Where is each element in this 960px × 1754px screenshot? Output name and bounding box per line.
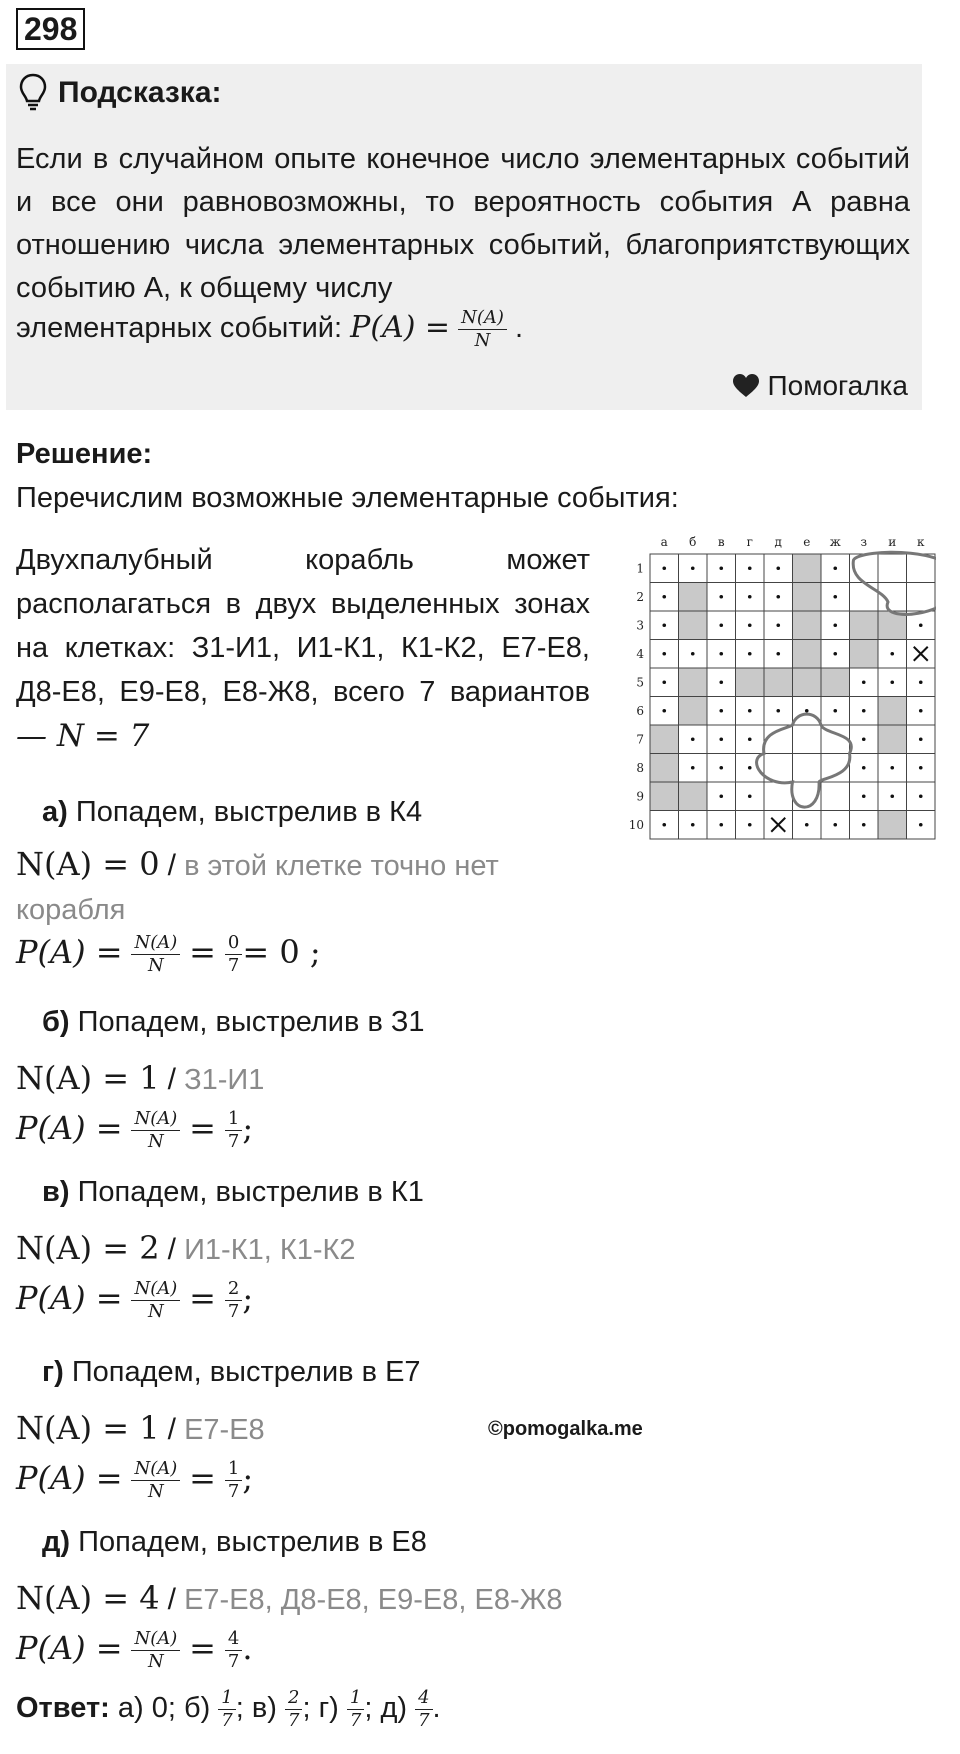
fraction-denominator: 7: [227, 1481, 240, 1503]
fraction-denominator: 7: [227, 1131, 240, 1153]
board-cell: [850, 640, 879, 669]
miss-dot: [833, 566, 837, 570]
miss-dot: [748, 652, 752, 656]
hint-title: Подсказка:: [58, 76, 222, 109]
fraction-denominator: N: [148, 1301, 164, 1323]
row-label: 10: [628, 817, 644, 832]
equals-sign: =: [189, 1279, 216, 1317]
part-probability: [16, 1274, 253, 1323]
part-probability: [16, 1624, 253, 1673]
slash: /: [167, 1413, 176, 1446]
prob-fraction-value: [225, 1458, 242, 1503]
fraction-numerator: 0: [225, 932, 242, 955]
miss-dot: [748, 566, 752, 570]
answer-b-fraction: [218, 1687, 235, 1732]
row-label: 5: [636, 675, 644, 690]
prob-fraction-general: [131, 932, 180, 977]
hint-paragraph: Если в случайном опыте конечное число элементарных событий и все они равновозможны, то вероятность события А равна отношению числа элементарных событий, благоприятствующих событию А, к общему числу: [16, 143, 910, 304]
fraction-numerator: 4: [415, 1687, 432, 1710]
battleship-board: [620, 532, 936, 848]
equals-sign: =: [189, 1629, 216, 1667]
board-cell: [679, 668, 708, 697]
prob-fraction-general: [131, 1108, 180, 1153]
fraction-numerator: N(A): [131, 1458, 180, 1481]
miss-dot: [890, 652, 894, 656]
board-cell: [764, 782, 793, 811]
board-cell: [793, 725, 822, 754]
part-count: [16, 1226, 590, 1272]
fraction-denominator: N: [474, 329, 491, 351]
part-probability: [16, 928, 321, 977]
board-cell: [793, 554, 822, 583]
board-cell: [850, 611, 879, 640]
miss-dot: [748, 794, 752, 798]
miss-dot: [719, 566, 723, 570]
column-label: д: [774, 535, 782, 549]
part-heading: [42, 1000, 425, 1044]
row-label: 2: [636, 589, 644, 604]
board-cell: [878, 811, 907, 840]
prob-tail: = 0 ;: [242, 933, 321, 971]
part-heading: [42, 1350, 421, 1394]
miss-dot: [862, 766, 866, 770]
count-equation: N(A) = 1: [16, 1409, 160, 1447]
count-equation: N(A) = 0: [16, 845, 160, 883]
miss-dot: [890, 766, 894, 770]
count-equation: N(A) = 2: [16, 1229, 160, 1267]
part-count: [16, 842, 590, 932]
miss-dot: [719, 794, 723, 798]
row-label: 3: [636, 618, 644, 633]
miss-dot: [776, 623, 780, 627]
task-number: 298: [16, 8, 85, 50]
fraction-denominator: 7: [221, 1709, 233, 1731]
miss-dot: [748, 709, 752, 713]
miss-dot: [719, 823, 723, 827]
formula-fraction: [458, 307, 507, 352]
row-label: 8: [636, 760, 644, 775]
miss-dot: [862, 794, 866, 798]
fraction-numerator: N(A): [131, 1108, 180, 1131]
miss-dot: [919, 737, 923, 741]
fraction-denominator: 7: [227, 1301, 240, 1323]
miss-dot: [748, 823, 752, 827]
miss-dot: [919, 766, 923, 770]
miss-dot: [833, 623, 837, 627]
hint-formula-row: [16, 306, 523, 352]
fraction-denominator: N: [148, 955, 164, 977]
row-label: 1: [636, 561, 644, 576]
miss-dot: [662, 709, 666, 713]
miss-dot: [662, 623, 666, 627]
board-cell: [764, 668, 793, 697]
count-note: З1-И1: [184, 1064, 265, 1096]
prob-tail: ;: [242, 1279, 254, 1317]
part-count: [16, 1056, 590, 1102]
column-label: в: [717, 535, 725, 549]
miss-dot: [862, 680, 866, 684]
miss-dot: [691, 652, 695, 656]
board-cell: [821, 782, 850, 811]
watermark: ©pomogalka.me: [488, 1418, 643, 1440]
slash: /: [167, 849, 176, 882]
miss-dot: [776, 595, 780, 599]
ship-description-text: Двухпалубный корабль может располагаться в двух выделенных зонах на клетках: З1-И1, И1-К1, К1-К2, Е7-Е8, Д8-Е8, Е9-Е8, Е8-Ж8, всего 7 вариантов: [16, 544, 590, 708]
count-note: Е7-Е8, Д8-Е8, Е9-Е8, Е8-Ж8: [184, 1584, 563, 1616]
miss-dot: [719, 709, 723, 713]
fraction-denominator: 7: [288, 1709, 300, 1731]
part-text: Попадем, выстрелив в Е8: [78, 1526, 427, 1558]
board-cell: [793, 640, 822, 669]
miss-dot: [890, 794, 894, 798]
board-cell: [793, 583, 822, 612]
board-cell: [650, 754, 679, 783]
answer-g-fraction: [347, 1687, 364, 1732]
part-heading: [42, 1170, 424, 1214]
column-label: к: [917, 535, 925, 549]
part-label: г): [42, 1356, 64, 1388]
miss-dot: [748, 766, 752, 770]
row-label: 4: [636, 646, 644, 661]
credit-text: Помогалка: [767, 370, 908, 401]
column-label: а: [660, 535, 668, 549]
prob-fraction-general: [131, 1278, 180, 1323]
prob-lhs: P(A) =: [16, 933, 123, 971]
answer-d: ; д): [364, 1692, 408, 1724]
part-label: б): [42, 1006, 70, 1038]
fraction-denominator: 7: [349, 1709, 362, 1731]
count-note: в этой клетке точно нет корабля: [16, 850, 499, 926]
miss-dot: [691, 566, 695, 570]
miss-dot: [748, 623, 752, 627]
miss-dot: [719, 766, 723, 770]
miss-dot: [919, 709, 923, 713]
miss-dot: [691, 766, 695, 770]
part-text: Попадем, выстрелив в Е7: [71, 1356, 421, 1388]
miss-dot: [833, 709, 837, 713]
answer-row: [16, 1686, 441, 1732]
lightbulb-icon: [18, 72, 48, 112]
miss-dot: [805, 823, 809, 827]
part-heading: [42, 1520, 427, 1564]
miss-dot: [662, 652, 666, 656]
part-label: а): [42, 796, 68, 828]
fraction-numerator: 1: [347, 1687, 364, 1710]
column-label: е: [803, 535, 811, 549]
formula-prefix: элементарных событий:: [16, 312, 343, 344]
fraction-denominator: N: [148, 1651, 164, 1673]
board-cell: [650, 782, 679, 811]
miss-dot: [833, 652, 837, 656]
count-equation: N(A) = 1: [16, 1059, 160, 1097]
fraction-numerator: 1: [225, 1108, 242, 1131]
part-text: Попадем, выстрелив в К4: [75, 796, 423, 828]
part-text: Попадем, выстрелив в З1: [77, 1006, 425, 1038]
heart-icon: [732, 373, 760, 399]
part-heading: [42, 790, 422, 834]
answer-v-fraction: [285, 1687, 302, 1732]
fraction-numerator: 1: [218, 1687, 235, 1710]
part-label: в): [42, 1176, 70, 1208]
answer-end: .: [432, 1692, 441, 1724]
miss-dot: [919, 680, 923, 684]
prob-tail: ;: [242, 1109, 254, 1147]
miss-dot: [862, 823, 866, 827]
solution-intro: Перечислим возможные элементарные события:: [16, 482, 679, 514]
row-label: 6: [636, 703, 644, 718]
miss-dot: [919, 623, 923, 627]
board-cell: [850, 583, 879, 612]
prob-fraction-value: [225, 1108, 242, 1153]
slash: /: [167, 1233, 176, 1266]
fraction-numerator: N(A): [131, 1278, 180, 1301]
answer-a: а) 0; б): [117, 1692, 211, 1724]
equals-sign: =: [189, 1109, 216, 1147]
miss-dot: [719, 595, 723, 599]
board-cell: [907, 583, 936, 612]
miss-dot: [833, 595, 837, 599]
board-cell: [679, 782, 708, 811]
count-note: И1-К1, К1-К2: [184, 1234, 356, 1266]
fraction-numerator: 2: [225, 1278, 242, 1301]
miss-dot: [776, 709, 780, 713]
fraction-numerator: 2: [285, 1687, 302, 1710]
part-probability: [16, 1454, 253, 1503]
board-cell: [821, 668, 850, 697]
board-cell: [878, 725, 907, 754]
answer-v: ; в): [235, 1692, 277, 1724]
miss-dot: [719, 680, 723, 684]
count-equation: N(A) = 4: [16, 1579, 160, 1617]
miss-dot: [719, 737, 723, 741]
prob-fraction-general: [131, 1458, 180, 1503]
fraction-denominator: 7: [418, 1709, 430, 1731]
miss-dot: [833, 823, 837, 827]
column-label: г: [746, 535, 753, 549]
prob-lhs: P(A) =: [16, 1459, 123, 1497]
column-label: ж: [829, 535, 841, 549]
prob-lhs: P(A) =: [16, 1279, 123, 1317]
miss-dot: [662, 566, 666, 570]
miss-dot: [919, 794, 923, 798]
fraction-denominator: 7: [227, 1651, 240, 1673]
miss-dot: [890, 680, 894, 684]
n-total: — N = 7: [16, 718, 150, 754]
fraction-numerator: N(A): [131, 1628, 180, 1651]
fraction-numerator: N(A): [131, 932, 180, 955]
prob-fraction-general: [131, 1628, 180, 1673]
fraction-denominator: N: [148, 1481, 164, 1503]
board-cell: [679, 611, 708, 640]
board-cell: [878, 554, 907, 583]
solution-title: Решение:: [16, 438, 153, 470]
miss-dot: [776, 652, 780, 656]
miss-dot: [862, 737, 866, 741]
formula-lhs: P(A) =: [350, 310, 451, 345]
miss-dot: [919, 823, 923, 827]
miss-dot: [748, 595, 752, 599]
slash: /: [167, 1583, 176, 1616]
miss-dot: [719, 623, 723, 627]
answer-label: Ответ:: [16, 1692, 110, 1724]
miss-dot: [805, 709, 809, 713]
miss-dot: [862, 709, 866, 713]
formula-end: .: [515, 312, 524, 344]
board-cell: [736, 668, 765, 697]
credit: [732, 370, 908, 402]
part-label: д): [42, 1526, 71, 1558]
prob-tail: ;: [242, 1459, 254, 1497]
miss-dot: [662, 823, 666, 827]
equals-sign: =: [189, 933, 216, 971]
prob-tail: .: [242, 1629, 253, 1667]
prob-fraction-value: [225, 1278, 242, 1323]
miss-dot: [719, 652, 723, 656]
board-cell: [793, 754, 822, 783]
fraction-numerator: 1: [225, 1458, 242, 1481]
prob-lhs: P(A) =: [16, 1109, 123, 1147]
prob-fraction-value: [225, 1628, 242, 1673]
ship-description: [16, 538, 590, 759]
fraction-denominator: N: [148, 1131, 164, 1153]
miss-dot: [776, 566, 780, 570]
count-note: Е7-Е8: [184, 1414, 265, 1446]
board-cell: [679, 583, 708, 612]
prob-lhs: P(A) =: [16, 1629, 123, 1667]
prob-fraction-value: [225, 932, 242, 977]
column-label: з: [860, 535, 868, 549]
fraction-numerator: N(A): [458, 307, 507, 330]
fraction-numerator: 4: [225, 1628, 242, 1651]
miss-dot: [691, 737, 695, 741]
board-cell: [679, 697, 708, 726]
row-label: 7: [636, 732, 644, 747]
part-count: [16, 1576, 590, 1622]
miss-dot: [691, 823, 695, 827]
board-cell: [793, 668, 822, 697]
board-cell: [878, 697, 907, 726]
miss-dot: [748, 737, 752, 741]
column-label: б: [689, 535, 697, 549]
fraction-denominator: 7: [227, 955, 240, 977]
row-label: 9: [636, 789, 644, 804]
miss-dot: [662, 680, 666, 684]
column-label: и: [888, 535, 897, 549]
answer-g: ; г): [302, 1692, 339, 1724]
part-probability: [16, 1104, 253, 1153]
miss-dot: [662, 595, 666, 599]
answer-d-fraction: [415, 1687, 432, 1732]
equals-sign: =: [189, 1459, 216, 1497]
slash: /: [167, 1063, 176, 1096]
board-cell: [650, 725, 679, 754]
part-text: Попадем, выстрелив в К1: [77, 1176, 424, 1208]
board-cell: [793, 611, 822, 640]
